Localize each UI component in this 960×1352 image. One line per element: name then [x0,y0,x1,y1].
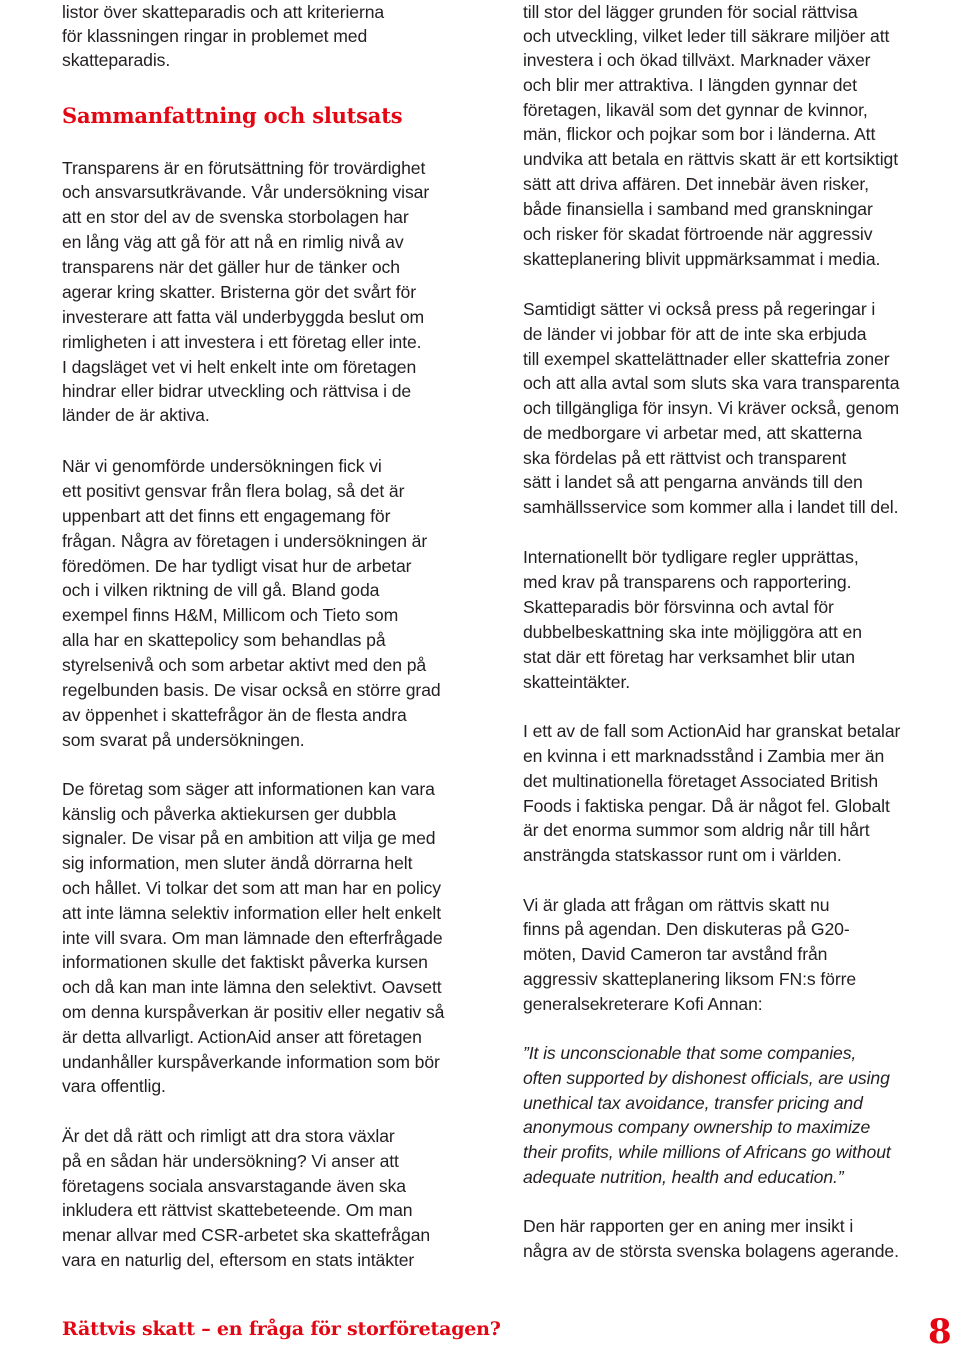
text-line: är det enorma summor som aldrig når till hårt [523,820,870,840]
text-line: informationen skulle det faktiskt påverka kursen [62,952,428,972]
text-line: När vi genomförde undersökningen fick vi [62,456,382,476]
text-line: ett positivt gensvar från flera bolag, så det är [62,481,405,501]
text-line: Den här rapporten ger en aning mer insikt i [523,1216,854,1236]
text-line: vara en naturlig del, eftersom en stats intäkter [62,1250,415,1270]
text-line: och tillgängliga för insyn. Vi kräver också, genom [523,398,900,418]
text-line: och risker för skadat förtroende när aggressiv [523,224,873,244]
text-line: det multinationella företaget Associated British [523,771,879,791]
text-line: och utveckling, vilket leder till säkrare miljöer att [523,26,890,46]
text-line: och blir mer attraktiva. I längden gynnar det [523,75,857,95]
text-line: av öppenhet i skattefrågor än de flesta andra [62,705,407,725]
text-line: skatteparadis. [62,50,171,70]
text-line: inte vill svara. Om man lämnade den efterfrågade [62,928,443,948]
footer-title: Rättvis skatt – en fråga för storföretagen? [62,1318,501,1340]
text-line: finns på agendan. Den diskuteras på G20- [523,919,850,939]
text-line: styrelsenivå och som arbetar aktivt med den på [62,655,427,675]
quote-line: unethical tax avoidance, transfer pricing and [523,1093,863,1113]
text-line: Vi är glada att frågan om rättvis skatt nu [523,895,830,915]
text-line: för klassningen ringar in problemet med [62,26,368,46]
text-line: ansträngda statskassor runt om i världen. [523,845,842,865]
text-line: stat där ett företag har verksamhet blir utan [523,647,855,667]
text-line: Internationellt bör tydligare regler upprättas, [523,547,859,567]
section-heading: Sammanfattning och slutsats [62,103,403,128]
text-line: Skatteparadis bör försvinna och avtal för [523,597,834,617]
text-line: Är det då rätt och rimligt att dra stora växlar [62,1126,395,1146]
quote-line: ”It is unconscionable that some companies, [523,1043,857,1063]
text-line: till exempel skattelättnader eller skattefria zoner [523,349,890,369]
text-line: som svarat på undersökningen. [62,730,305,750]
text-line: Transparens är en förutsättning för trovärdighet [62,158,426,178]
text-line: att en stor del av de svenska storbolagen har [62,207,409,227]
text-line: företagens sociala ansvarstagande även ska [62,1176,406,1196]
text-line: frågan. Några av företagen i undersökningen är [62,531,428,551]
text-line: en lång väg att gå för att nå en rimlig nivå av [62,232,404,252]
text-line: att inte lämna selektiv information eller helt enkelt [62,903,442,923]
text-line: möten, David Cameron tar avstånd från [523,944,828,964]
text-line: ska fördelas på ett rättvist och transparent [523,448,847,468]
text-line: inkludera ett rättvist skattebeteende. Om man [62,1200,413,1220]
text-line: hindrar eller bidrar utveckling och rättvisa i de [62,381,412,401]
quote-line: adequate nutrition, health and education.” [523,1167,844,1187]
text-line: I ett av de fall som ActionAid har granskat betalar [523,721,901,741]
text-line: sätt att driva affären. Det innebär även risker, [523,174,869,194]
text-line: I dagsläget vet vi helt enkelt inte om företagen [62,357,417,377]
text-line: företagen, likaväl som det gynnar de kvinnor, [523,100,868,120]
text-line: skatteintäkter. [523,672,631,692]
text-line: med krav på transparens och rapportering. [523,572,852,592]
text-line: transparens när det gäller hur de tänker och [62,257,400,277]
text-line: sig information, men sluter ändå dörrarna helt [62,853,413,873]
text-line: alla har en skattepolicy som behandlas på [62,630,386,650]
page-number: 8 [928,1312,952,1352]
text-line: och då kan man inte lämna den selektivt. Oavsett [62,977,442,997]
text-line: undanhåller kurspåverkande information som bör [62,1052,440,1072]
text-line: till stor del lägger grunden för social rättvisa [523,2,858,22]
text-line: några av de största svenska bolagens agerande. [523,1241,899,1261]
text-line: uppenbart att det finns ett engagemang för [62,506,391,526]
text-line: och att alla avtal som sluts ska vara transparenta [523,373,900,393]
text-line: generalsekreterare Kofi Annan: [523,994,763,1014]
text-line: känslig och påverka aktiekursen ger dubbla [62,804,397,824]
text-line: rimligheten i att investera i ett företag eller inte. [62,332,422,352]
text-line: och ansvarsutkrävande. Vår undersökning visar [62,182,430,202]
text-line: på en sådan här undersökning? Vi anser att [62,1151,399,1171]
text-line: om denna kurspåverkan är positiv eller negativ så [62,1002,445,1022]
text-line: undvika att betala en rättvis skatt är ett kortsiktigt [523,149,898,169]
text-line: skatteplanering blivit uppmärksammat i media. [523,249,881,269]
text-line: menar allvar med CSR-arbetet ska skattefrågan [62,1225,431,1245]
text-line: De företag som säger att informationen kan vara [62,779,435,799]
text-line: listor över skatteparadis och att kriterierna [62,2,385,22]
text-line: de medborgare vi arbetar med, att skatterna [523,423,862,443]
text-line: och i vilken riktning de vill gå. Bland goda [62,580,380,600]
text-line: samhällsservice som kommer alla i landet till del. [523,497,899,517]
text-line: aggressiv skatteplanering liksom FN:s förre [523,969,857,989]
text-line: investera i och ökad tillväxt. Marknader växer [523,50,871,70]
quote-line: anonymous company ownership to maximize [523,1117,871,1137]
text-line: en kvinna i ett marknadsstånd i Zambia mer än [523,746,885,766]
text-line: vara offentlig. [62,1076,166,1096]
text-line: agerar kring skatter. Bristerna gör det svårt för [62,282,416,302]
text-line: exempel finns H&M, Millicom och Tieto som [62,605,399,625]
text-line: sätt i landet så att pengarna används till den [523,472,863,492]
text-line: är detta allvarligt. ActionAid anser att företagen [62,1027,422,1047]
text-line: både finansiella i samband med granskningar [523,199,873,219]
text-line: Foods i faktiska pengar. Då är något fel. Globalt [523,796,890,816]
text-line: investerare att fatta väl underbyggda beslut om [62,307,425,327]
text-line: Samtidigt sätter vi också press på regeringar i [523,299,876,319]
text-line: regelbunden basis. De visar också en större grad [62,680,441,700]
quote-line: often supported by dishonest officials, are using [523,1068,890,1088]
text-line: länder de är aktiva. [62,405,210,425]
text-line: föredömen. De har tydligt visat hur de arbetar [62,556,412,576]
text-line: signaler. De visar på en ambition att vilja ge med [62,828,436,848]
text-line: de länder vi jobbar för att de inte ska erbjuda [523,324,867,344]
text-line: dubbelbeskattning ska inte möjliggöra att en [523,622,862,642]
text-line: och hållet. Vi tolkar det som att man har en policy [62,878,441,898]
text-line: män, flickor och pojkar som bor i länderna. Att [523,124,876,144]
quote-line: their profits, while millions of Africans go without [523,1142,891,1162]
